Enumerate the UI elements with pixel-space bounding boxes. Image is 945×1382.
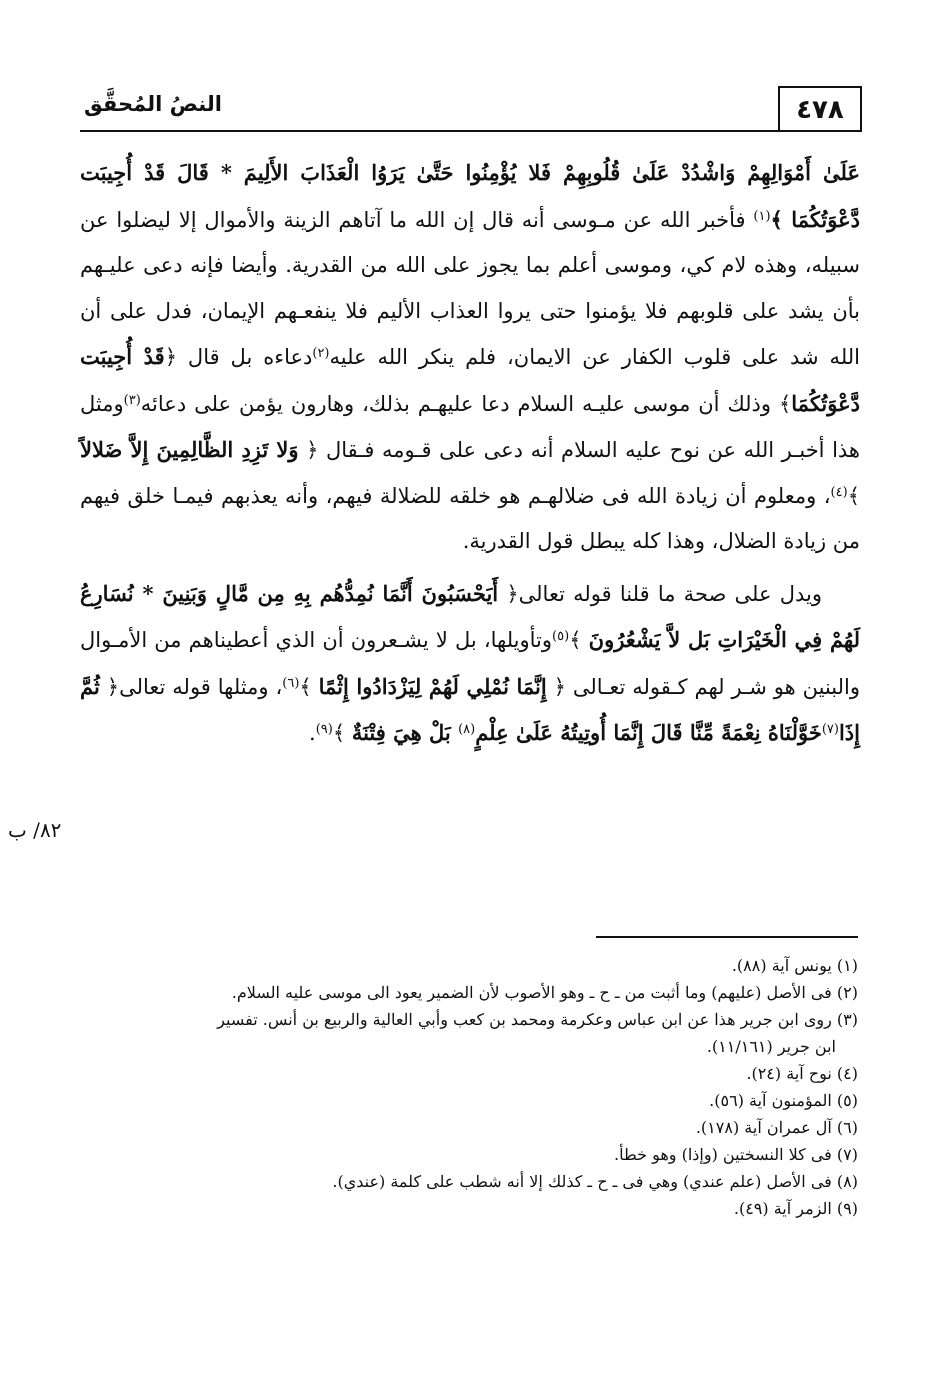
page-number: ٤٧٨ [778,86,862,132]
footnote-item: (٢) فى الأصل (عليهم) وما أثبت من ـ ح ـ وهو الأصوب لأن الضمير يعود الى موسى عليه السلام. [231,983,858,1002]
quran-verse: إِنَّمَا نُمْلِي لَهُمْ لِيَزْدَادُوا إِثْمًا [318,673,547,699]
manuscript-folio-note: ٨٢/ ب [8,818,62,842]
quran-verse: قَدْ أُجِيبَت دَّعْوَتُكُمَا [80,344,860,416]
body-text: ﴾ [299,674,319,699]
paragraph-2 [80,571,860,757]
body-text: فأخبر الله عن مـوسى أنه قال إن الله ما آتاهم الزينة والأموال إلا ليضلوا عن سبيله، وهذه لام كي، وموسى أعلم بما يجوز على الله من القدرية. وأيضا فإنه دعى عليـهم بأن يشد على قلوبهم فلا يؤمنوا حتى يروا العذاب الأليم فلا ينفعـهم الإيمان، فدل على أن الله شد على قلوب الكفار عن الايمان، فلم ينكر الله عليه [80,207,861,369]
footnote-marker[interactable]: (٧) [821,722,839,737]
main-text [80,150,860,757]
page-header [80,82,862,136]
footnote-item: (٩) الزمر آية (٤٩). [733,1199,858,1218]
quran-verse: عَلَىٰ أَمْوَالِهِمْ وَاشْدُدْ عَلَىٰ قُلُوبِهِمْ فَلا يُؤْمِنُوا حَتَّىٰ يَرَوُا الْعَذَابَ الأَلِيمَ * قَالَ قَدْ أُجِيبَت دَّعْوَتُكُمَا ﴾ [80,160,861,232]
footnote-item: (٤) نوح آية (٢٤). [746,1064,858,1083]
footnote-marker[interactable]: (٤) [830,484,848,500]
body-text: ﴾ [332,721,352,745]
body-text: ﴾ [847,483,860,508]
quran-verse: أَيَحْسَبُونَ أَنَّمَا نُمِدُّهُم بِهِ مِن مَّالٍ وَبَنِينَ * نُسَارِعُ لَهُمْ فِي الْخَيْرَاتِ بَل لاَّ يَشْعُرُونَ [80,580,860,652]
body-text: ﴾ [569,628,589,652]
quran-verse: ثُمَّ إِذَا [80,673,860,745]
footnote-separator [596,936,858,938]
footnote-item-continuation: ابن جرير (١١/١٦١). [706,1037,836,1056]
footnote-marker[interactable]: (٣) [123,392,141,408]
footnote-item: (٧) فى كلا النسختين (وإذا) وهو خطأ. [614,1145,858,1164]
quran-verse: بَلْ هِيَ فِتْنَةٌ [351,720,459,745]
footnote-marker[interactable]: (٩) [315,722,333,737]
quran-verse: خَوَّلْنَاهُ نِعْمَةً مِّنَّا قَالَ إِنَّمَا أُوتِيتُهُ عَلَىٰ عِلْمٍ [475,720,822,745]
footnote-item: (٨) فى الأصل (علم عندي) وهي فى ـ ح ـ كذلك إلا أنه شطب على كلمة (عندي). [332,1172,858,1191]
footnote-item: (١) يونس آية (٨٨). [731,956,858,975]
footnote-item: (٥) المؤمنون آية (٥٦). [709,1091,858,1110]
footnotes-list [150,952,858,1222]
paragraph-1 [80,150,860,565]
footnote-marker[interactable]: (٥) [552,629,570,644]
footnote-marker[interactable]: (٦) [282,675,300,691]
footnote-marker[interactable]: (٨) [458,722,476,737]
body-text: دعاءه بل قال ﴿ [164,345,313,369]
body-text: . [309,721,316,745]
header-rule [80,130,862,132]
footnote-marker[interactable]: (١) [753,208,771,224]
body-text: وتأويلها، بل لا يشـعرون أن الذي أعطيناهم من الأمـوال والبنين هو شـر لهم كـقوله تعـالى ﴿ [80,628,860,699]
body-text: ، ومثلها قوله تعالى﴿ [99,674,283,699]
body-text: ﴾ وذلك أن موسى عليـه السلام دعا عليهـم بذلك، وهارون يؤمن على دعائه [140,391,792,416]
footnote-item: (٦) آل عمران آية (١٧٨). [695,1118,858,1137]
body-text: ويدل على صحة ما قلنا قوله تعالى﴿ [498,581,822,606]
quran-verse: وَلا تَزِدِ الظَّالِمِينَ إِلاَّ ضَلالاً [80,437,299,462]
running-title: النصُ المُحقَّق [84,92,222,116]
footnote-marker[interactable]: (٢) [312,346,330,361]
body-text: ، ومعلوم أن زيادة الله فى ضلالهـم هو خلقه للضلالة فيهم، وأنه يعذبهم فيمـا خلق فيهم من زيادة الضلال، وهذا كله يبطل قول القدرية. [80,483,860,553]
body-text: ومثل هذا أخبـر الله عن نوح عليه السلام أنه دعى على قـومه فـقال ﴿ [80,391,861,462]
footnote-item: (٣) روى ابن جرير هذا عن ابن عباس وعكرمة ومحمد بن كعب وأبي العالية والربيع بن أنس. تفسير [217,1010,858,1029]
